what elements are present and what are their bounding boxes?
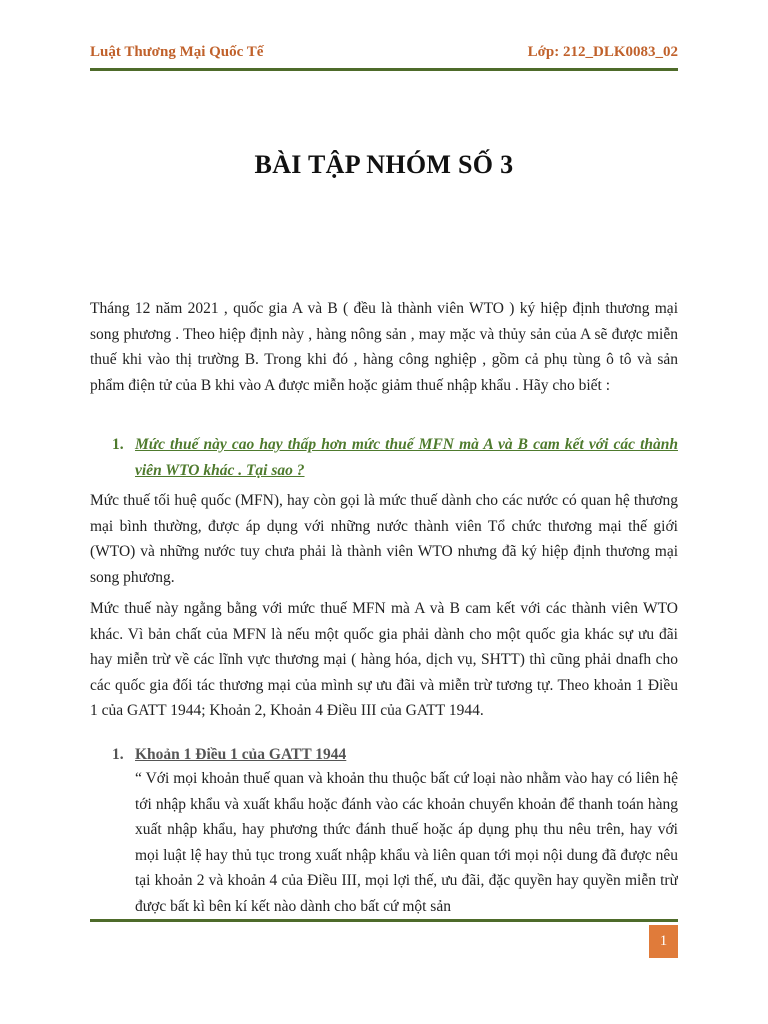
- page-number-badge: 1: [649, 925, 678, 958]
- mfn-definition-paragraph: Mức thuế tối huệ quốc (MFN), hay còn gọi là mức thuế dành cho các nước có quan hệ thương mại bình thường, được áp dụng với những nước thành viên Tổ chức thương mại thế giới (WTO) và những nước tuy chưa phải là thành viên WTO nhưng đã ký hiệp định thương mại song phương.: [90, 492, 678, 586]
- question-text: Mức thuế này cao hay thấp hơn mức thuế MFN mà A và B cam kết với các thành viên WTO khác . Tại sao ?: [135, 436, 678, 479]
- document-title: BÀI TẬP NHÓM SỐ 3: [254, 150, 514, 179]
- section-number: 1.: [112, 746, 124, 763]
- header-divider: [90, 68, 678, 71]
- question-heading: [90, 432, 678, 484]
- class-code: Lớp: 212_DLK0083_02: [527, 44, 678, 60]
- section-heading: [90, 742, 678, 768]
- gatt-quote: “ Với mọi khoản thuế quan và khoản thu thuộc bất cứ loại nào nhằm vào hay có liên hệ tới nhập khẩu và xuất khẩu hoặc đánh vào các khoản chuyển khoản để thanh toán hàng xuất nhập khẩu, hay phương thức đánh thuế hoặc áp dụng phụ thu nêu trên, hay với mọi luật lệ hay thủ tục trong xuất nhập khẩu và liên quan tới mọi nội dung đã được nêu tại khoản 2 và khoản 4 của Điều III, mọi lợi thế, ưu đãi, đặc quyền hay quyền miễn trừ được bất kì bên kí kết nào dành cho bất cứ một sản: [135, 770, 678, 915]
- question-number: 1.: [112, 436, 124, 453]
- intro-paragraph: Tháng 12 năm 2021 , quốc gia A và B ( đều là thành viên WTO ) ký hiệp định thương mại song phương . Theo hiệp định này , hàng nông sản , may mặc và thủy sản của A sẽ được miễn thuế khi vào thị trường B. Trong khi đó , hàng công nghiệp , gồm cả phụ tùng ô tô và sản phẩm điện tử của B khi vào A được miễn hoặc giảm thuế nhập khẩu . Hãy cho biết :: [90, 300, 678, 394]
- section-text: Khoản 1 Điều 1 của GATT 1944: [135, 746, 347, 763]
- course-name: Luật Thương Mại Quốc Tế: [90, 44, 264, 60]
- footer-divider: [90, 919, 678, 922]
- running-header: [90, 44, 678, 66]
- mfn-answer-paragraph: Mức thuế này ngằng bằng với mức thuế MFN mà A và B cam kết với các thành viên WTO khác. Vì bản chất của MFN là nếu một quốc gia phải dành cho một quốc gia khác sự ưu đãi hay miễn trừ về các lĩnh vực thương mại ( hàng hóa, dịch vụ, SHTT) thì cũng phải dnafh cho các quốc gia đối tác thương mại của mình sự ưu đãi và miễn trừ tương tự. Theo khoản 1 Điều 1 của GATT 1944; Khoản 2, Khoản 4 Điều III của GATT 1944.: [90, 600, 678, 719]
